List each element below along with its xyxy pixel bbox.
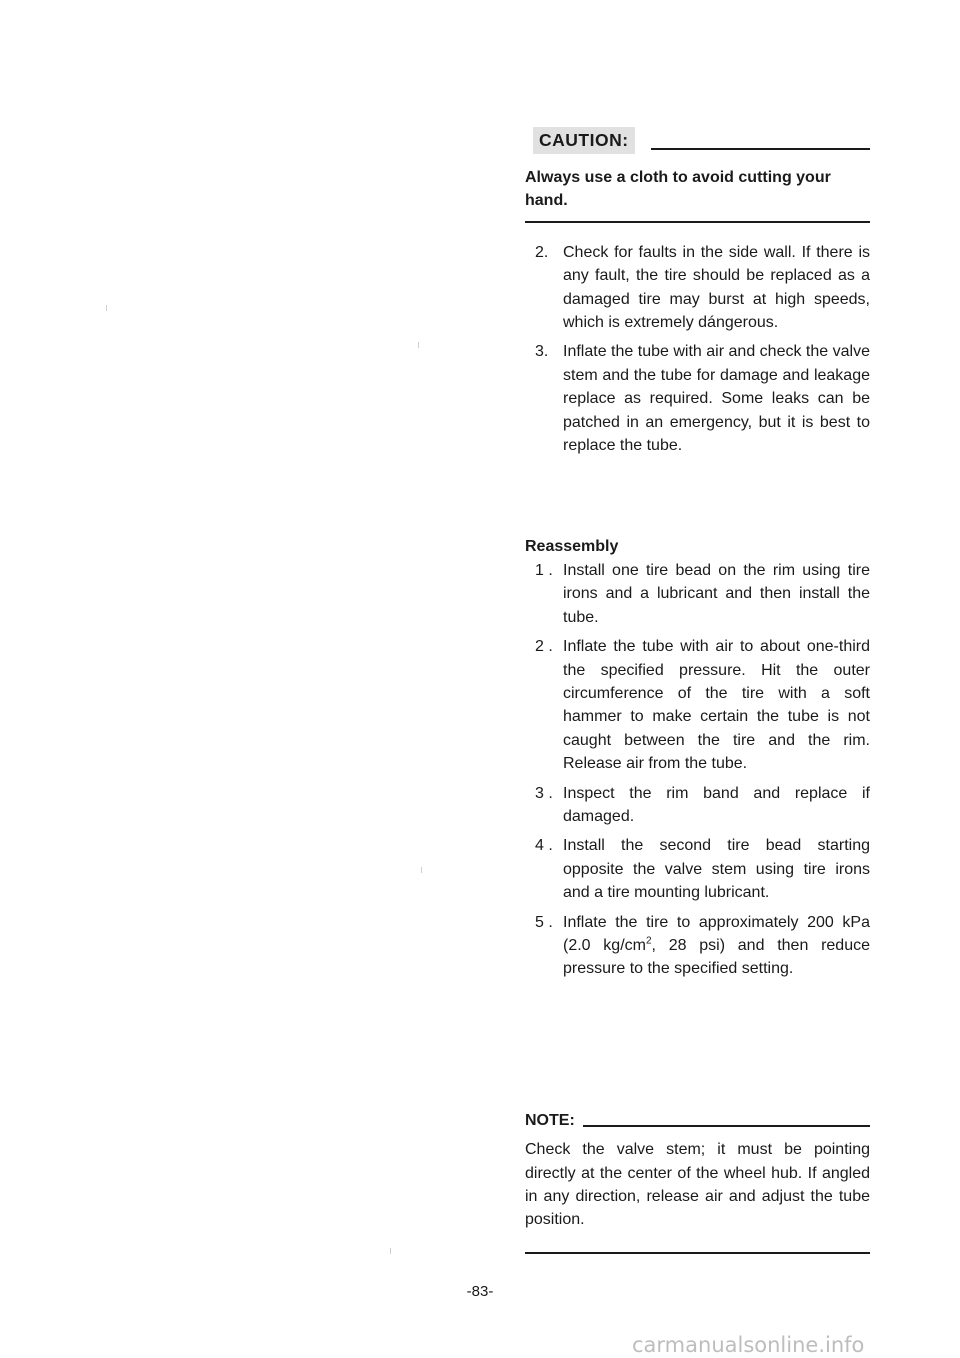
note-header <box>525 1109 870 1132</box>
step-number: 2 . <box>535 638 553 656</box>
step-number: 5 . <box>535 913 553 931</box>
step-number: 4 . <box>535 837 553 855</box>
page-number: -83- <box>466 1283 494 1300</box>
inspection-steps <box>525 241 870 458</box>
watermark: carmanualsonline.info <box>632 1333 865 1357</box>
section-title: Reassembly <box>525 538 619 556</box>
step-text: Check for faults in the side wall. If there is any fault, the tire should be replaced as a damaged tire may burst at high speeds, which is extremely dángerous. <box>563 243 870 332</box>
scan-speck <box>421 867 422 873</box>
step-number: 1 . <box>535 561 553 579</box>
step-text-part: Inflate the tire to approximately 200 kPa (2.0 kg/cm <box>563 913 870 954</box>
step-text: Install the second tire bead starting opposite the valve stem using tire irons and a tire mounting lubricant. <box>563 837 870 902</box>
scan-speck <box>390 1248 391 1254</box>
note-label: NOTE: <box>525 1111 575 1129</box>
list-item <box>525 635 870 775</box>
step-text: Inflate the tube with air to about one-third the specified pressure. Hit the outer circumference of the tire with a soft hammer to make certain the tube is not caught between the tire and the rim. Release air from the tube. <box>563 638 870 773</box>
caution-bottom-rule <box>525 221 870 223</box>
list-item <box>525 340 870 457</box>
superscript: 2 <box>645 935 652 947</box>
caution-rule <box>651 148 870 150</box>
step-text-part: , 28 psi) and then reduce pressure to the specified setting. <box>563 936 870 978</box>
list-item <box>525 782 870 829</box>
step-text: Install one tire bead on the rim using tire irons and a lubricant and then install the tube. <box>563 561 870 626</box>
list-item <box>525 241 870 335</box>
step-text: Inspect the rim band and replace if damaged. <box>563 784 870 825</box>
list-item <box>525 911 870 981</box>
note-text: Check the valve stem; it must be pointing directly at the center of the wheel hub. If angled in any direction, release air and adjust the tube position. <box>525 1141 870 1229</box>
step-text <box>563 911 870 981</box>
step-number: 3 . <box>535 784 553 802</box>
step-number: 3. <box>535 343 549 361</box>
note-bottom-rule <box>525 1252 870 1254</box>
step-number: 2. <box>535 243 549 261</box>
caution-header <box>525 124 870 154</box>
content-column <box>525 124 870 1254</box>
caution-text: Always use a cloth to avoid cutting your hand. <box>525 169 831 210</box>
list-item <box>525 834 870 904</box>
step-text: Inflate the tube with air and check the valve stem and the tube for damage and leakage replace as required. Some leaks can be patched in an emergency, but it is best to replace the tube. <box>563 343 870 455</box>
scan-speck <box>106 305 107 311</box>
reassembly-steps <box>525 559 870 981</box>
caution-label: CAUTION: <box>533 127 635 154</box>
list-item <box>525 559 870 629</box>
note-rule <box>583 1125 870 1127</box>
scan-speck <box>418 342 419 348</box>
